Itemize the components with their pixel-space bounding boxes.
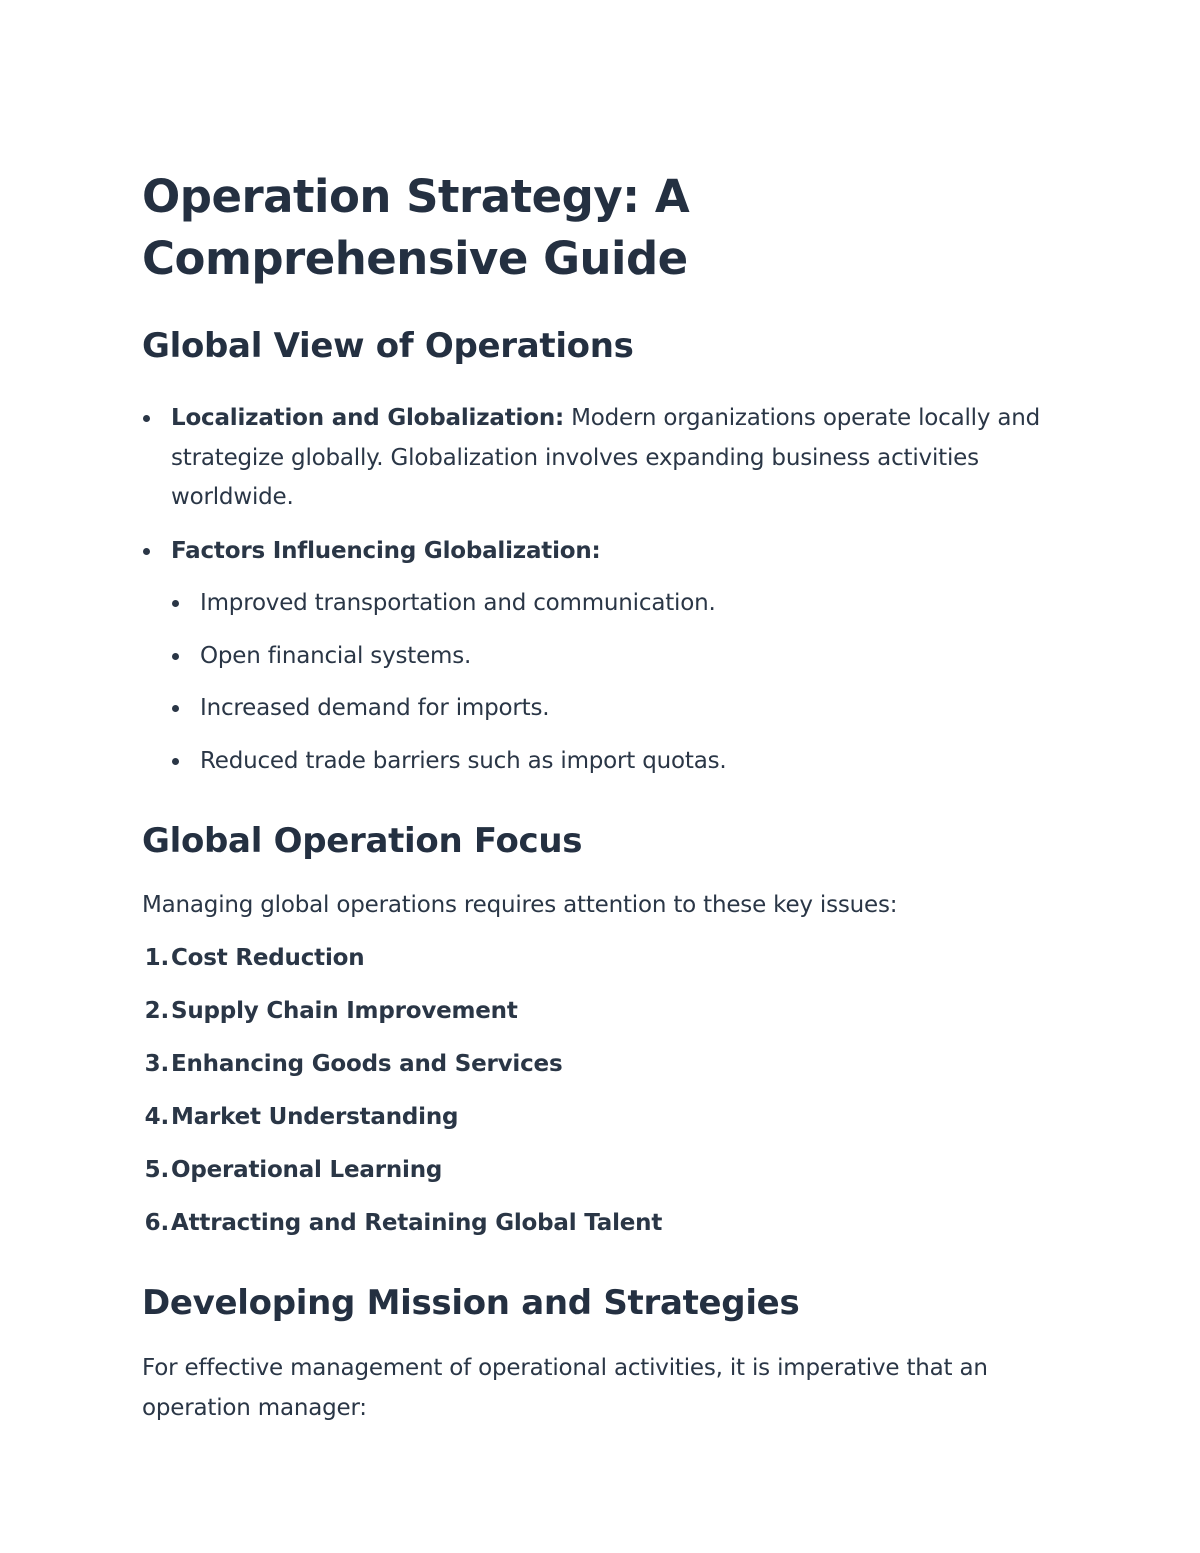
list-item-text: Operational Learning — [171, 1157, 443, 1183]
list-item — [171, 637, 1062, 677]
numbered-list — [142, 938, 1062, 1243]
list-item — [171, 689, 1062, 729]
document-page — [142, 166, 1062, 1428]
list-item — [142, 399, 1062, 518]
list-number: 1. — [144, 945, 169, 971]
bullet-dot-icon — [143, 415, 150, 422]
list-item-text: Attracting and Retaining Global Talent — [171, 1210, 663, 1236]
list-item — [142, 1044, 1062, 1084]
list-item — [142, 938, 1062, 978]
bullet-label: Factors Influencing Globalization: — [171, 537, 601, 564]
list-number: 6. — [144, 1210, 169, 1236]
section-heading-global-view: Global View of Operations — [142, 326, 634, 366]
sub-bullet-text: Open financial systems. — [200, 642, 472, 669]
list-item-text: Market Understanding — [171, 1104, 459, 1130]
document-title: Operation Strategy: A Comprehensive Guide — [142, 170, 690, 285]
sub-bullet-text: Increased demand for imports. — [200, 695, 550, 721]
list-item — [142, 991, 1062, 1031]
sub-bullet-text: Reduced trade barriers such as import quotas. — [200, 747, 727, 774]
bullet-list — [142, 399, 1062, 781]
list-number: 4. — [144, 1104, 169, 1130]
list-item-text: Supply Chain Improvement — [171, 998, 518, 1024]
bullet-dot-icon — [172, 600, 179, 607]
section-heading-developing-mission: Developing Mission and Strategies — [142, 1283, 800, 1323]
list-item — [142, 532, 1062, 782]
section-intro: Managing global operations requires attention to these key issues: — [142, 892, 898, 918]
list-item — [171, 584, 1062, 624]
bullet-dot-icon — [172, 705, 179, 712]
sub-bullet-text: Improved transportation and communication. — [200, 590, 716, 616]
list-item — [142, 1203, 1062, 1243]
list-item-text: Cost Reduction — [171, 945, 365, 971]
list-number: 5. — [144, 1157, 169, 1183]
bullet-dot-icon — [172, 653, 179, 660]
list-item — [171, 742, 1062, 782]
sub-bullet-list — [171, 584, 1062, 781]
list-item — [142, 1097, 1062, 1137]
list-number: 2. — [144, 998, 169, 1024]
bullet-dot-icon — [172, 758, 179, 765]
bullet-dot-icon — [143, 548, 150, 555]
section-intro: For effective management of operational activities, it is imperative that an operation manager: — [142, 1355, 988, 1421]
bullet-text: Modern organizations operate locally and strategize globally. Globalization involves expanding business activities worldwide. — [171, 405, 1041, 510]
bullet-label: Localization and Globalization: — [171, 405, 564, 431]
list-item — [142, 1150, 1062, 1190]
section-heading-global-operation-focus: Global Operation Focus — [142, 821, 583, 861]
list-item-text: Enhancing Goods and Services — [171, 1051, 563, 1077]
list-number: 3. — [144, 1051, 169, 1077]
